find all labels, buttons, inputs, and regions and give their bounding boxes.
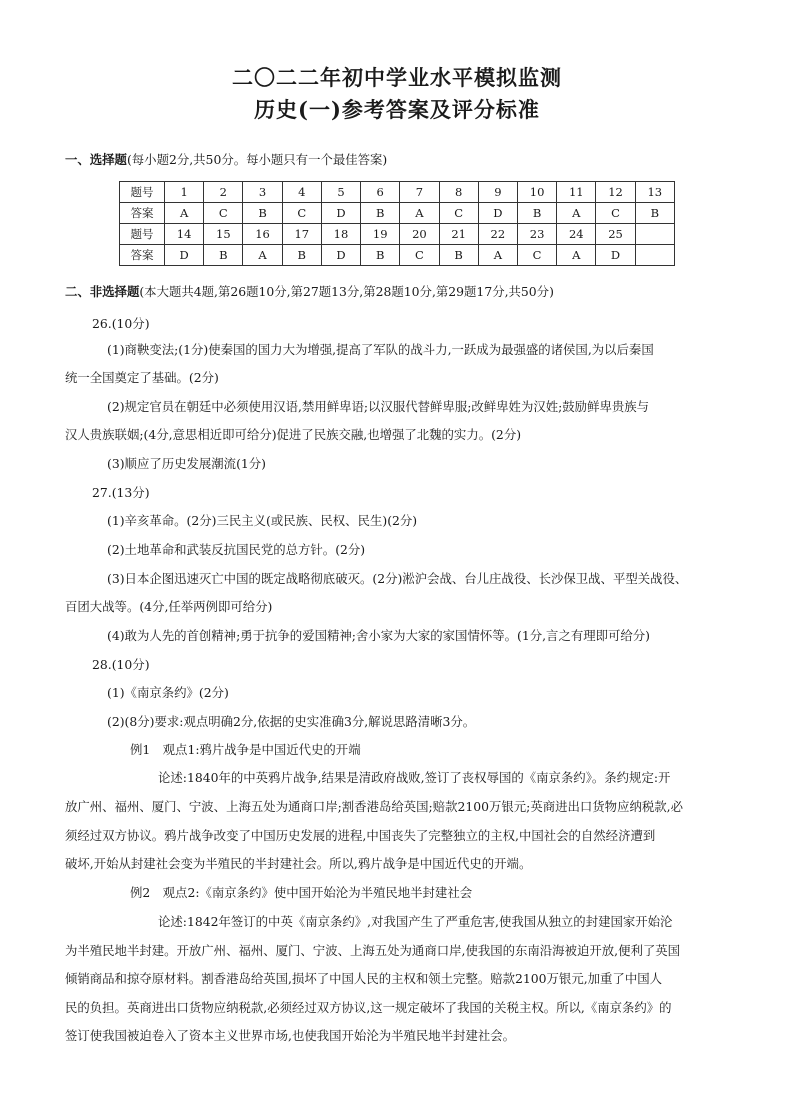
- answer-table: [119, 181, 675, 266]
- table-cell: C: [439, 203, 478, 224]
- table-cell: D: [478, 203, 517, 224]
- table-cell: 21: [439, 224, 478, 245]
- table-cell: 3: [243, 182, 282, 203]
- table-cell: 20: [400, 224, 439, 245]
- table-cell: A: [243, 245, 282, 266]
- section1-heading: [65, 152, 387, 167]
- table-cell: 25: [596, 224, 635, 245]
- table-cell: 9: [478, 182, 517, 203]
- table-cell: 6: [361, 182, 400, 203]
- row-label: 题号: [120, 224, 165, 245]
- table-cell: C: [282, 203, 321, 224]
- answer-line: 汉人贵族联姻;(4分,意思相近即可给分)促进了民族交融,也增强了北魏的实力。(2分): [65, 427, 522, 442]
- question-28-heading: 28.(10分): [92, 657, 150, 672]
- answer-line: (1)辛亥革命。(2分)三民主义(或民族、民权、民生)(2分): [107, 513, 418, 528]
- answer-line: 须经过双方协议。鸦片战争改变了中国历史发展的进程,中国丧失了完整独立的主权,中国社会的自然经济遭到: [65, 828, 656, 843]
- answer-line: 倾销商品和掠夺原材料。割香港岛给英国,损坏了中国人民的主权和领土完整。赔款2100万银元,加重了中国人: [65, 971, 662, 986]
- table-cell: 13: [635, 182, 674, 203]
- question-26-heading: 26.(10分): [92, 316, 150, 331]
- row-label: 答案: [120, 245, 165, 266]
- table-row: [120, 245, 675, 266]
- table-cell: 22: [478, 224, 517, 245]
- table-cell: 1: [165, 182, 204, 203]
- table-cell: 5: [321, 182, 360, 203]
- row-label: 题号: [120, 182, 165, 203]
- table-cell: D: [321, 245, 360, 266]
- answer-line: 民的负担。英商进出口货物应纳税款,必须经过双方协议,这一规定破坏了我国的关税主权。所以,《南京条约》的: [65, 1000, 672, 1015]
- table-cell: 18: [321, 224, 360, 245]
- answer-line: 百团大战等。(4分,任举两例即可给分): [65, 599, 273, 614]
- table-cell: A: [400, 203, 439, 224]
- table-cell: B: [517, 203, 556, 224]
- table-cell: 19: [361, 224, 400, 245]
- table-cell: B: [282, 245, 321, 266]
- table-cell: 2: [204, 182, 243, 203]
- answer-line: 破坏,开始从封建社会变为半殖民的半封建社会。所以,鸦片战争是中国近代史的开端。: [65, 856, 532, 871]
- table-cell: 10: [517, 182, 556, 203]
- page-title-line1: 二〇二二年初中学业水平模拟监测: [232, 65, 562, 90]
- table-cell: 12: [596, 182, 635, 203]
- table-cell: B: [635, 203, 674, 224]
- answer-line: (2)(8分)要求:观点明确2分,依据的史实准确3分,解说思路清晰3分。: [107, 714, 476, 729]
- question-27-heading: 27.(13分): [92, 485, 150, 500]
- table-cell: 16: [243, 224, 282, 245]
- answer-line: (2)土地革命和武装反抗国民党的总方针。(2分): [107, 542, 366, 557]
- table-cell: 11: [557, 182, 596, 203]
- answer-line: (1)《南京条约》(2分): [107, 685, 229, 700]
- example-1-heading: 例1 观点1:鸦片战争是中国近代史的开端: [130, 742, 361, 757]
- answer-line: (1)商鞅变法;(1分)使秦国的国力大为增强,提高了军队的战斗力,一跃成为最强盛的诸侯国,为以后秦国: [107, 342, 654, 357]
- page-title-line2: 历史(一)参考答案及评分标准: [254, 97, 540, 122]
- section2-note: (本大题共4题,第26题10分,第27题13分,第28题10分,第29题17分,共50分): [139, 284, 554, 299]
- answer-line: 为半殖民地半封建。开放广州、福州、厦门、宁波、上海五处为通商口岸,使我国的东南沿海被迫开放,便利了英国: [65, 943, 681, 958]
- answer-line: (2)规定官员在朝廷中必须使用汉语,禁用鲜卑语;以汉服代替鲜卑服;改鲜卑姓为汉姓;鼓励鲜卑贵族与: [107, 399, 650, 414]
- answer-line: (3)顺应了历史发展潮流(1分): [107, 456, 267, 471]
- section1-label: 一、选择题: [65, 152, 127, 167]
- section2-label: 二、非选择题: [65, 284, 140, 299]
- table-cell: C: [517, 245, 556, 266]
- table-cell: A: [557, 245, 596, 266]
- table-cell: C: [204, 203, 243, 224]
- answer-line: (4)敢为人先的首创精神;勇于抗争的爱国精神;舍小家为大家的家国情怀等。(1分,言之有理即可给分): [107, 628, 651, 643]
- answer-line: 论述:1842年签订的中英《南京条约》,对我国产生了严重危害,使我国从独立的封建国家开始沦: [158, 914, 673, 929]
- table-cell: [635, 224, 674, 245]
- table-cell: 4: [282, 182, 321, 203]
- answer-line: (3)日本企图迅速灭亡中国的既定战略彻底破灭。(2分)淞沪会战、台儿庄战役、长沙保卫战、平型关战役、: [107, 571, 688, 586]
- table-cell: B: [204, 245, 243, 266]
- answer-line: 签订使我国被迫卷入了资本主义世界市场,也使我国开始沦为半殖民地半封建社会。: [65, 1028, 516, 1043]
- answer-line: 放广州、福州、厦门、宁波、上海五处为通商口岸;割香港岛给英国;赔款2100万银元;英商进出口货物应纳税款,必: [65, 799, 683, 814]
- table-cell: D: [596, 245, 635, 266]
- table-cell: 17: [282, 224, 321, 245]
- table-cell: D: [165, 245, 204, 266]
- table-cell: 7: [400, 182, 439, 203]
- answer-line: 统一全国奠定了基础。(2分): [65, 370, 219, 385]
- table-cell: 23: [517, 224, 556, 245]
- row-label: 答案: [120, 203, 165, 224]
- table-cell: 8: [439, 182, 478, 203]
- table-cell: B: [361, 203, 400, 224]
- table-cell: 14: [165, 224, 204, 245]
- table-cell: C: [400, 245, 439, 266]
- table-cell: B: [439, 245, 478, 266]
- table-cell: 24: [557, 224, 596, 245]
- table-cell: 15: [204, 224, 243, 245]
- table-cell: D: [321, 203, 360, 224]
- section1-note: (每小题2分,共50分。每小题只有一个最佳答案): [126, 152, 388, 167]
- table-cell: A: [165, 203, 204, 224]
- table-row: [120, 203, 675, 224]
- answer-line: 论述:1840年的中英鸦片战争,结果是清政府战败,签订了丧权辱国的《南京条约》。条约规定:开: [158, 770, 671, 785]
- table-cell: C: [596, 203, 635, 224]
- table-cell: [635, 245, 674, 266]
- section2-heading: [65, 284, 554, 299]
- table-cell: A: [478, 245, 517, 266]
- table-cell: B: [361, 245, 400, 266]
- table-cell: B: [243, 203, 282, 224]
- table-cell: A: [557, 203, 596, 224]
- example-2-heading: 例2 观点2:《南京条约》使中国开始沦为半殖民地半封建社会: [130, 885, 473, 900]
- table-row: [120, 224, 675, 245]
- table-row: [120, 182, 675, 203]
